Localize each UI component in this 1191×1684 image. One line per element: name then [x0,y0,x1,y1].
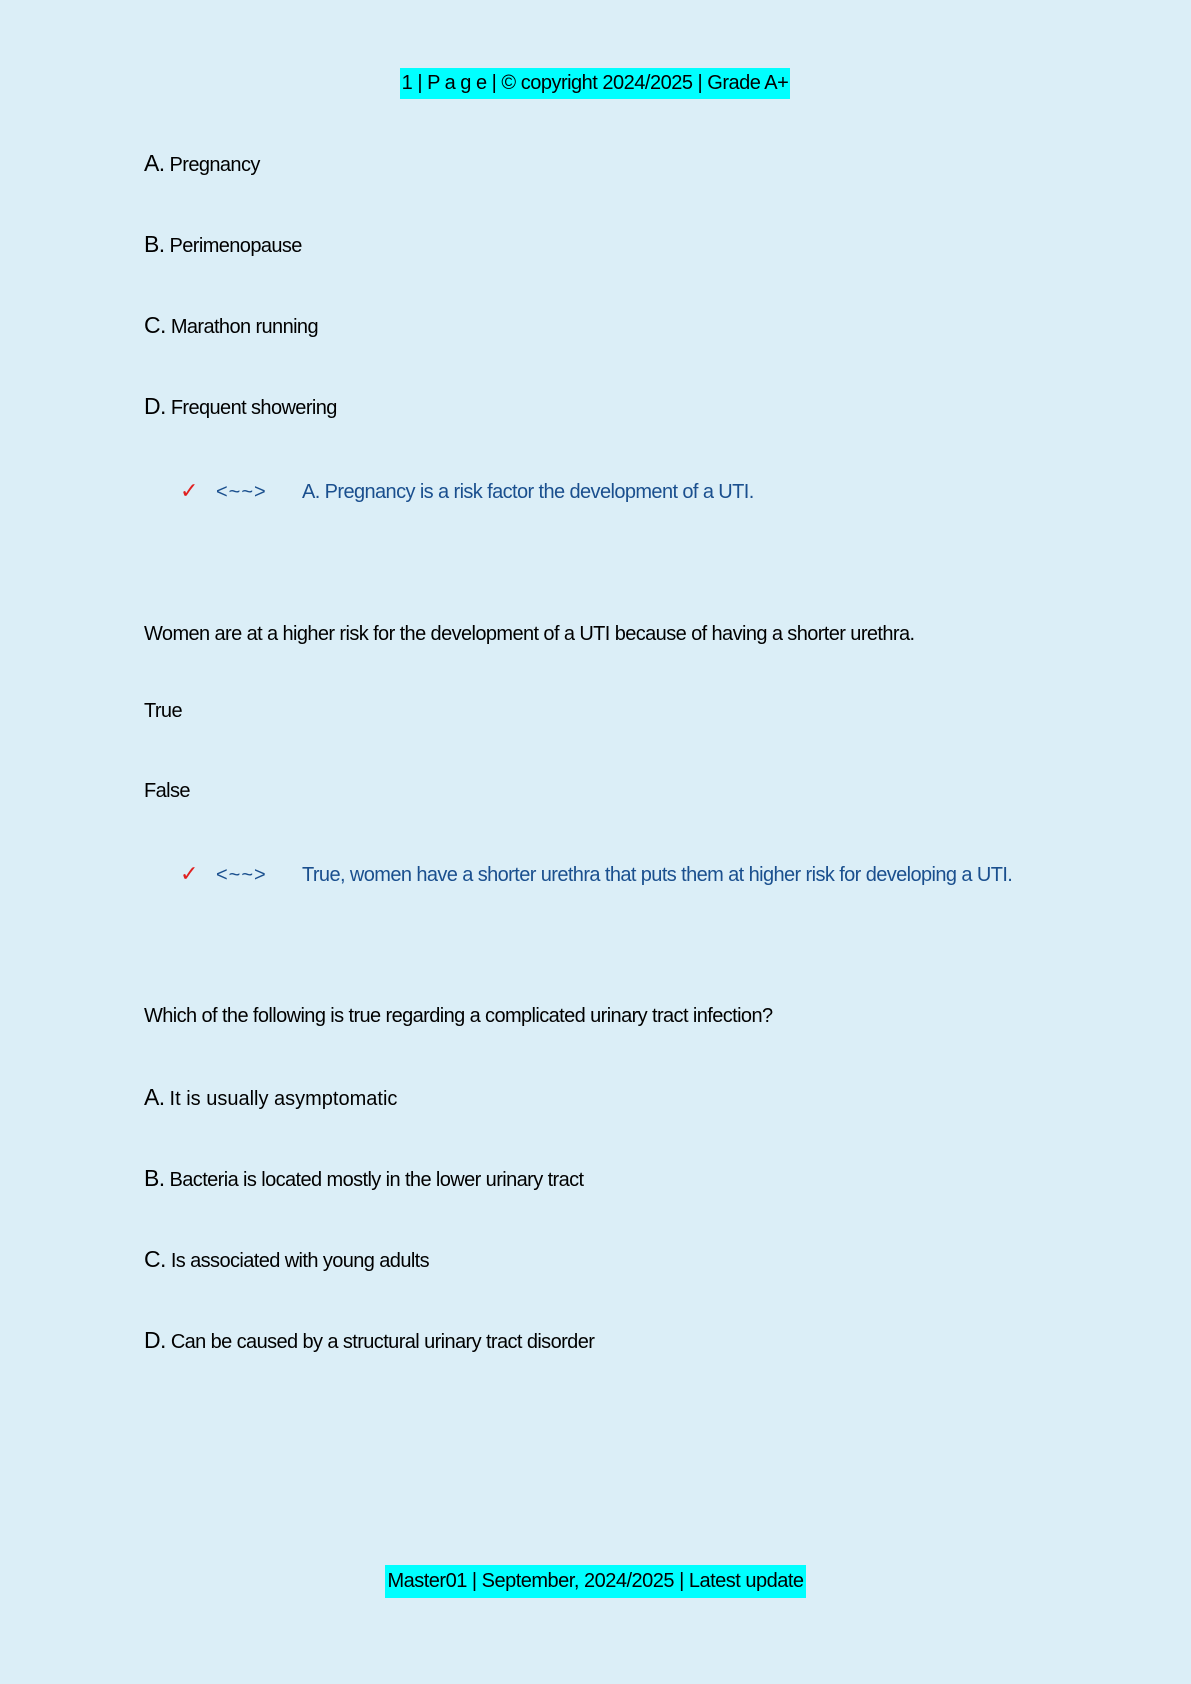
answer-text: True, women have a shorter urethra that puts them at higher risk for developing a UTI. [302,864,1013,886]
q3-option-d [144,1327,594,1354]
q3-question: Which of the following is true regarding a complicated urinary tract infection? [144,1005,773,1027]
q3-option-c [144,1246,429,1273]
answer-text: A. Pregnancy is a risk factor the development of a UTI. [302,481,754,503]
checkmark-icon: ✓ [180,861,198,886]
page-header [0,68,1191,99]
option-text: Marathon running [170,316,318,338]
option-letter: A. [144,1084,165,1110]
option-text: Can be caused by a structural urinary tract disorder [170,1331,595,1353]
answer-arrow: <~~> [216,481,267,503]
q3-option-a [144,1084,397,1111]
option-letter: C. [144,1246,166,1272]
option-text: Bacteria is located mostly in the lower urinary tract [169,1169,584,1191]
option-letter: C. [144,312,166,338]
q2-option-false: False [144,780,190,802]
option-letter: B. [144,231,165,257]
option-letter: A. [144,150,165,176]
checkmark-icon: ✓ [180,478,198,503]
q1-option-a [144,150,260,177]
answer-arrow: <~~> [216,864,267,886]
q1-answer [180,478,754,504]
q2-option-true: True [144,700,182,722]
option-letter: B. [144,1165,165,1191]
footer-text: Master01 | September, 2024/2025 | Latest update [385,1565,805,1598]
q1-option-d [144,393,337,420]
option-letter: D. [144,393,166,419]
option-text: Perimenopause [169,235,302,257]
option-letter: D. [144,1327,166,1353]
option-text: Pregnancy [169,154,260,176]
q2-question: Women are at a higher risk for the development of a UTI because of having a shorter urethra. [144,623,915,645]
q1-option-b [144,231,302,258]
header-text: 1 | P a g e | © copyright 2024/2025 | Grade A+ [400,68,791,99]
page-footer [0,1565,1191,1598]
option-text: Frequent showering [170,397,337,419]
option-text: Is associated with young adults [170,1250,430,1272]
option-text: It is usually asymptomatic [169,1088,398,1110]
q2-answer [180,861,1012,887]
q1-option-c [144,312,318,339]
q3-option-b [144,1165,583,1192]
